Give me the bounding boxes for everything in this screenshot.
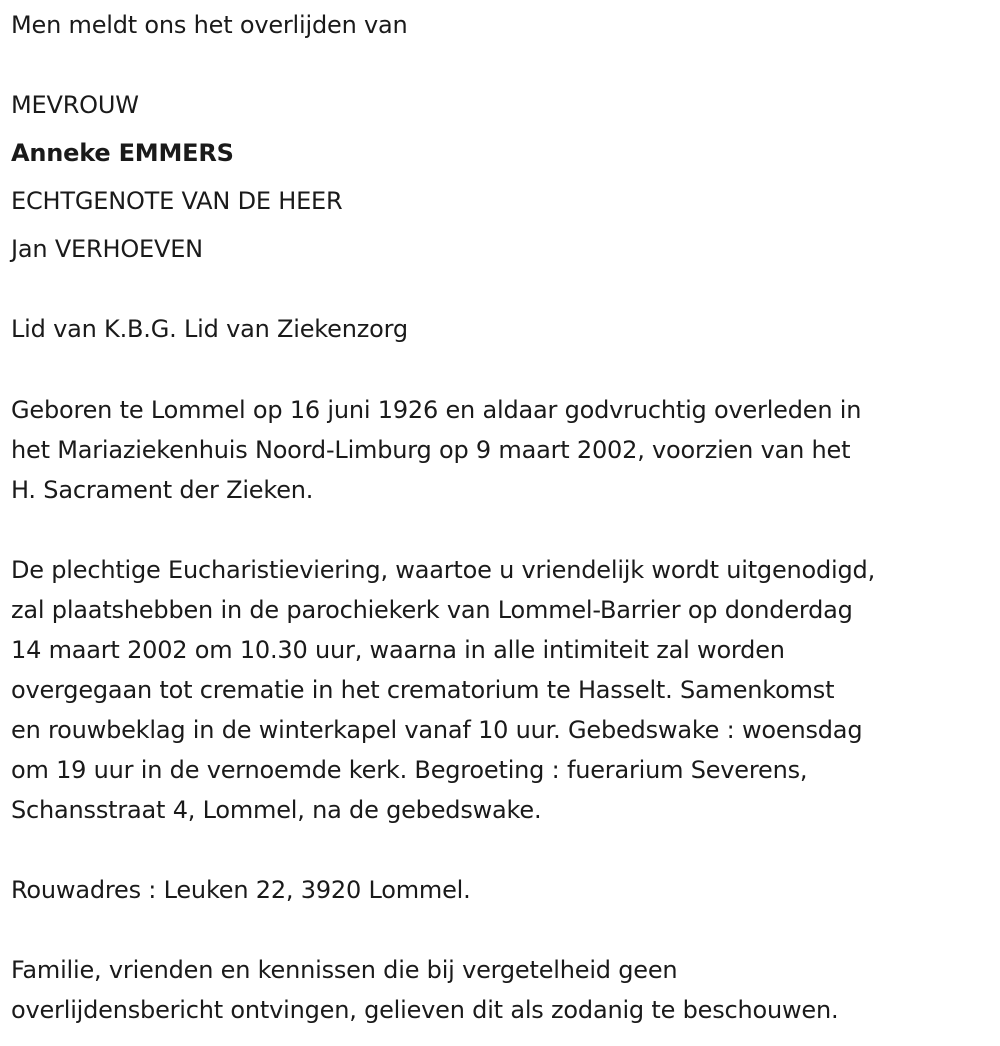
spouse-prefix: ECHTGENOTE VAN DE HEER xyxy=(11,187,343,215)
ceremony-line: De plechtige Eucharistieviering, waartoe u vriendelijk wordt uitgenodigd, xyxy=(11,556,876,584)
ceremony-line: overgegaan tot crematie in het crematorium te Hasselt. Samenkomst xyxy=(11,676,835,704)
ceremony-line: Schansstraat 4, Lommel, na de gebedswake. xyxy=(11,796,542,824)
birth-death-line: het Mariaziekenhuis Noord-Limburg op 9 maart 2002, voorzien van het xyxy=(11,436,851,464)
intro-text: Men meldt ons het overlijden van xyxy=(11,11,408,39)
ceremony-paragraph xyxy=(11,550,996,830)
closing-paragraph xyxy=(11,950,996,1030)
address-text: Rouwadres : Leuken 22, 3920 Lommel. xyxy=(11,876,471,904)
memberships-text: Lid van K.B.G. Lid van Ziekenzorg xyxy=(11,315,408,343)
ceremony-line: en rouwbeklag in de winterkapel vanaf 10 uur. Gebedswake : woensdag xyxy=(11,716,863,744)
birth-death-line: Geboren te Lommel op 16 juni 1926 en aldaar godvruchtig overleden in xyxy=(11,396,862,424)
closing-line: overlijdensbericht ontvingen, gelieven dit als zodanig te beschouwen. xyxy=(11,996,839,1024)
ceremony-line: 14 maart 2002 om 10.30 uur, waarna in alle intimiteit zal worden xyxy=(11,636,785,664)
ceremony-line: zal plaatshebben in de parochiekerk van Lommel-Barrier op donderdag xyxy=(11,596,853,624)
title-prefix: MEVROUW xyxy=(11,91,139,119)
birth-death-paragraph xyxy=(11,390,996,510)
closing-line: Familie, vrienden en kennissen die bij vergetelheid geen xyxy=(11,956,678,984)
ceremony-line: om 19 uur in de vernoemde kerk. Begroeting : fuerarium Severens, xyxy=(11,756,808,784)
deceased-name: Anneke EMMERS xyxy=(11,139,234,167)
birth-death-line: H. Sacrament der Zieken. xyxy=(11,476,314,504)
spouse-name: Jan VERHOEVEN xyxy=(11,235,203,263)
